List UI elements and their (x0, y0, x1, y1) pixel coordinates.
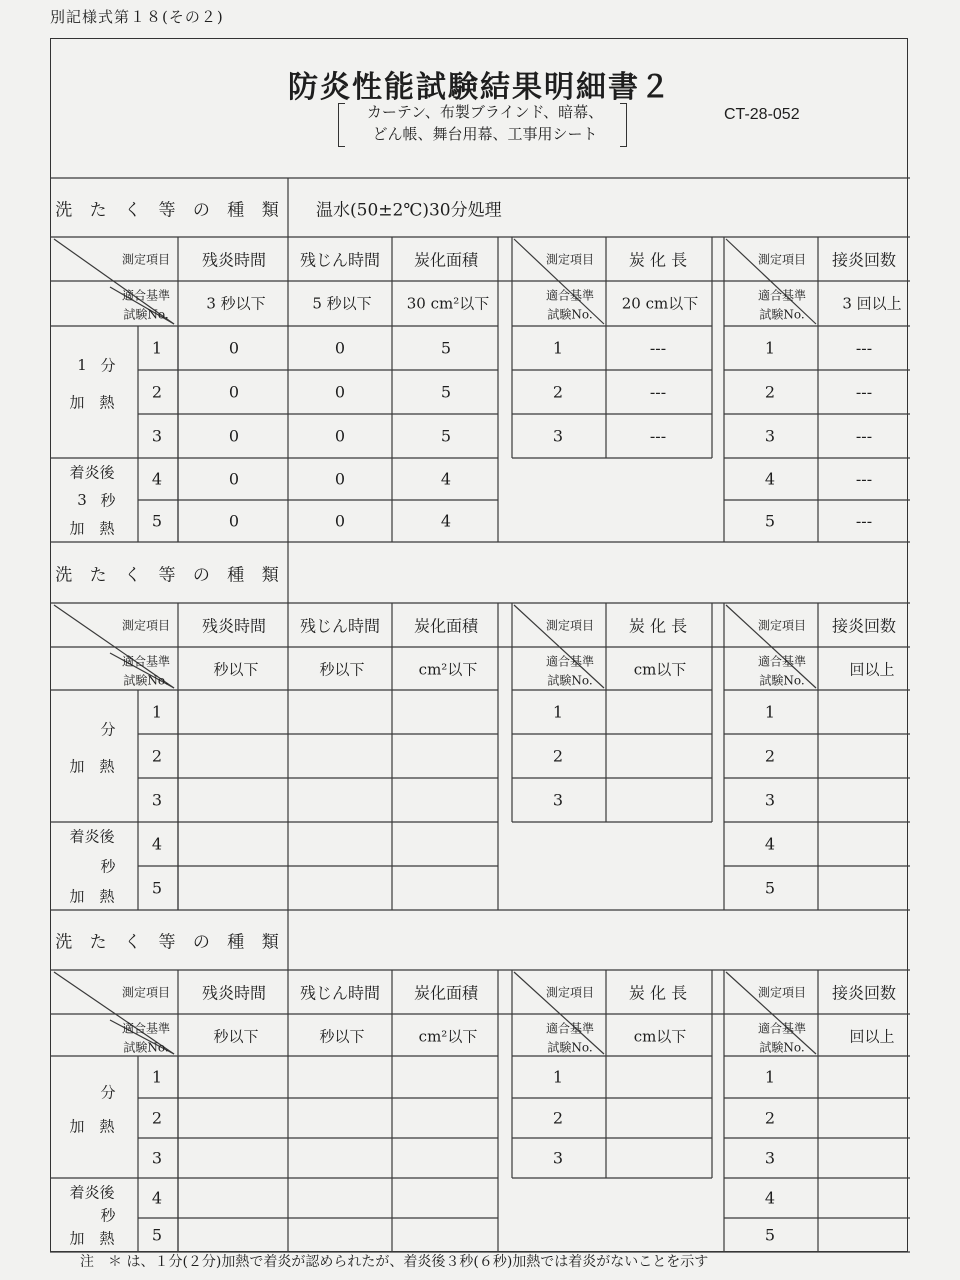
char-length-value: --- (649, 338, 667, 358)
test-no: 1 (764, 338, 776, 358)
wash-type-label: 洗 た く 等 の 種 類 (55, 565, 285, 585)
header-item: 測定項目 (121, 618, 171, 633)
header-item: 測定項目 (121, 252, 171, 267)
char-area-value: 4 (440, 511, 452, 531)
test-no: 5 (764, 511, 776, 531)
criteria-contact-count: 回以上 (849, 1027, 895, 1046)
header-item: 測定項目 (545, 985, 595, 1000)
char-length-value: --- (649, 382, 667, 402)
header-criteria: 適合基準 (545, 288, 595, 303)
header-contact-count: 接炎回数 (831, 983, 897, 1003)
criteria-char-area: cm²以下 (418, 660, 478, 679)
header-afterflame: 残炎時間 (201, 983, 267, 1003)
header-test-no: 試験No. (547, 307, 593, 322)
afterglow-value: 0 (334, 382, 346, 402)
afterflame-value: 0 (228, 426, 240, 446)
second-label: 秒 (100, 1206, 116, 1225)
afterflame-value: 0 (228, 382, 240, 402)
test-no: 4 (764, 834, 776, 854)
test-no: 3 (552, 1148, 564, 1168)
test-no: 1 (151, 338, 163, 358)
header-criteria: 適合基準 (121, 288, 171, 303)
contact-value: --- (855, 338, 873, 358)
header-contact-count: 接炎回数 (831, 616, 897, 636)
criteria-afterglow: 5 秒以下 (312, 294, 372, 313)
criteria-afterflame: 3 秒以下 (206, 294, 266, 313)
char-area-value: 5 (440, 382, 452, 402)
header-criteria: 適合基準 (545, 654, 595, 669)
criteria-char-area: cm²以下 (418, 1027, 478, 1046)
minute-label: 分 (100, 720, 116, 739)
header-item: 測定項目 (757, 618, 807, 633)
header-char-length: 炭 化 長 (628, 983, 688, 1003)
criteria-char-length: 20 cm以下 (621, 294, 699, 313)
test-no: 3 (151, 1148, 163, 1168)
afterflame-value: 0 (228, 511, 240, 531)
afterglow-value: 0 (334, 511, 346, 531)
afterflame-value: 0 (228, 338, 240, 358)
header-afterglow: 残じん時間 (299, 983, 381, 1003)
criteria-afterflame: 秒以下 (213, 1027, 259, 1046)
test-no: 5 (764, 878, 776, 898)
afterglow-value: 0 (334, 469, 346, 489)
second-label: 秒 (100, 491, 116, 510)
contact-value: --- (855, 382, 873, 402)
test-no: 2 (552, 746, 564, 766)
test-no: 4 (764, 469, 776, 489)
wash-type-label: 洗 た く 等 の 種 類 (55, 200, 285, 220)
header-item: 測定項目 (757, 252, 807, 267)
subtitle-line-2: どん帳、舞台用幕、工事用シート (372, 125, 598, 143)
test-no: 2 (764, 382, 776, 402)
char-area-value: 5 (440, 426, 452, 446)
header-contact-count: 接炎回数 (831, 250, 897, 270)
afterglow-value: 0 (334, 338, 346, 358)
heating-label: 加 熱 (69, 393, 115, 412)
criteria-afterglow: 秒以下 (319, 1027, 365, 1046)
criteria-char-length: cm以下 (633, 1027, 687, 1046)
test-no: 5 (151, 511, 163, 531)
test-no: 1 (151, 1067, 163, 1087)
criteria-contact-count: 回以上 (849, 660, 895, 679)
test-no: 2 (552, 382, 564, 402)
test-no: 4 (151, 1188, 163, 1208)
test-no: 2 (151, 746, 163, 766)
second-label: 秒 (100, 857, 116, 876)
header-criteria: 適合基準 (545, 1021, 595, 1036)
header-test-no: 試験No. (123, 1040, 169, 1055)
wash-type-label: 洗 た く 等 の 種 類 (55, 932, 285, 953)
heating-label: 加 熱 (69, 1229, 115, 1248)
ignite-label: 着炎後 (69, 463, 115, 482)
header-test-no: 試験No. (123, 307, 169, 322)
second-value: 3 (77, 491, 87, 509)
test-no: 4 (764, 1188, 776, 1208)
header-afterflame: 残炎時間 (201, 616, 267, 636)
criteria-afterglow: 秒以下 (319, 660, 365, 679)
header-test-no: 試験No. (123, 673, 169, 688)
test-no: 3 (151, 426, 163, 446)
header-criteria: 適合基準 (121, 654, 171, 669)
afterglow-value: 0 (334, 426, 346, 446)
minute-value: 1 (77, 356, 87, 374)
document-title: 防炎性能試験結果明細書２ (288, 70, 672, 105)
test-no: 5 (151, 1225, 163, 1245)
header-char-area: 炭化面積 (413, 250, 479, 270)
header-test-no: 試験No. (547, 1040, 593, 1055)
char-length-value: --- (649, 426, 667, 446)
header-item: 測定項目 (757, 985, 807, 1000)
header-criteria: 適合基準 (757, 288, 807, 303)
header-char-length: 炭 化 長 (628, 250, 688, 270)
ignite-label: 着炎後 (69, 1183, 115, 1202)
contact-value: --- (855, 426, 873, 446)
header-char-area: 炭化面積 (413, 983, 479, 1003)
test-no: 3 (764, 790, 776, 810)
test-no: 1 (552, 338, 564, 358)
header-item: 測定項目 (121, 985, 171, 1000)
header-item: 測定項目 (545, 618, 595, 633)
test-no: 3 (552, 790, 564, 810)
contact-value: --- (855, 511, 873, 531)
header-criteria: 適合基準 (757, 654, 807, 669)
wash-type-value: 温水(50±2℃)30分処理 (316, 200, 502, 220)
test-no: 3 (552, 426, 564, 446)
heating-label: 加 熱 (69, 1117, 115, 1136)
test-no: 2 (151, 382, 163, 402)
minute-label: 分 (100, 1083, 116, 1102)
test-no: 1 (151, 702, 163, 722)
heating-label: 加 熱 (69, 887, 115, 906)
char-area-value: 5 (440, 338, 452, 358)
afterflame-value: 0 (228, 469, 240, 489)
test-no: 1 (552, 702, 564, 722)
test-no: 1 (764, 1067, 776, 1087)
header-test-no: 試験No. (759, 673, 805, 688)
test-no: 4 (151, 469, 163, 489)
ignite-label: 着炎後 (69, 827, 115, 846)
criteria-char-length: cm以下 (633, 660, 687, 679)
test-no: 2 (552, 1108, 564, 1128)
subtitle-line-1: カーテン、布製ブラインド、暗幕、 (366, 103, 604, 121)
test-no: 3 (764, 1148, 776, 1168)
test-no: 2 (151, 1108, 163, 1128)
header-test-no: 試験No. (759, 1040, 805, 1055)
header-char-length: 炭 化 長 (628, 616, 688, 636)
form-label: 別記様式第１８(その２) (50, 8, 224, 26)
char-area-value: 4 (440, 469, 452, 489)
minute-label: 分 (100, 356, 116, 375)
heating-label: 加 熱 (69, 757, 115, 776)
header-afterglow: 残じん時間 (299, 616, 381, 636)
document-code: CT-28-052 (724, 106, 800, 123)
test-no: 1 (764, 702, 776, 722)
criteria-afterflame: 秒以下 (213, 660, 259, 679)
test-no: 1 (552, 1067, 564, 1087)
test-no: 5 (151, 878, 163, 898)
test-no: 5 (764, 1225, 776, 1245)
header-afterglow: 残じん時間 (299, 250, 381, 270)
heating-label: 加 熱 (69, 519, 115, 538)
test-no: 4 (151, 834, 163, 854)
header-item: 測定項目 (545, 252, 595, 267)
header-afterflame: 残炎時間 (201, 250, 267, 270)
header-criteria: 適合基準 (757, 1021, 807, 1036)
test-no: 2 (764, 746, 776, 766)
contact-value: --- (855, 469, 873, 489)
test-no: 3 (151, 790, 163, 810)
header-char-area: 炭化面積 (413, 616, 479, 636)
header-test-no: 試験No. (547, 673, 593, 688)
header-test-no: 試験No. (759, 307, 805, 322)
footnote: 注 ＊ は、１分(２分)加熱で着炎が認められたが、着炎後３秒(６秒)加熱では着炎がないことを示す (80, 1254, 709, 1270)
header-criteria: 適合基準 (121, 1021, 171, 1036)
criteria-char-area: 30 cm²以下 (406, 294, 490, 313)
test-no: 2 (764, 1108, 776, 1128)
criteria-contact-count: 3 回以上 (842, 294, 902, 313)
test-no: 3 (764, 426, 776, 446)
